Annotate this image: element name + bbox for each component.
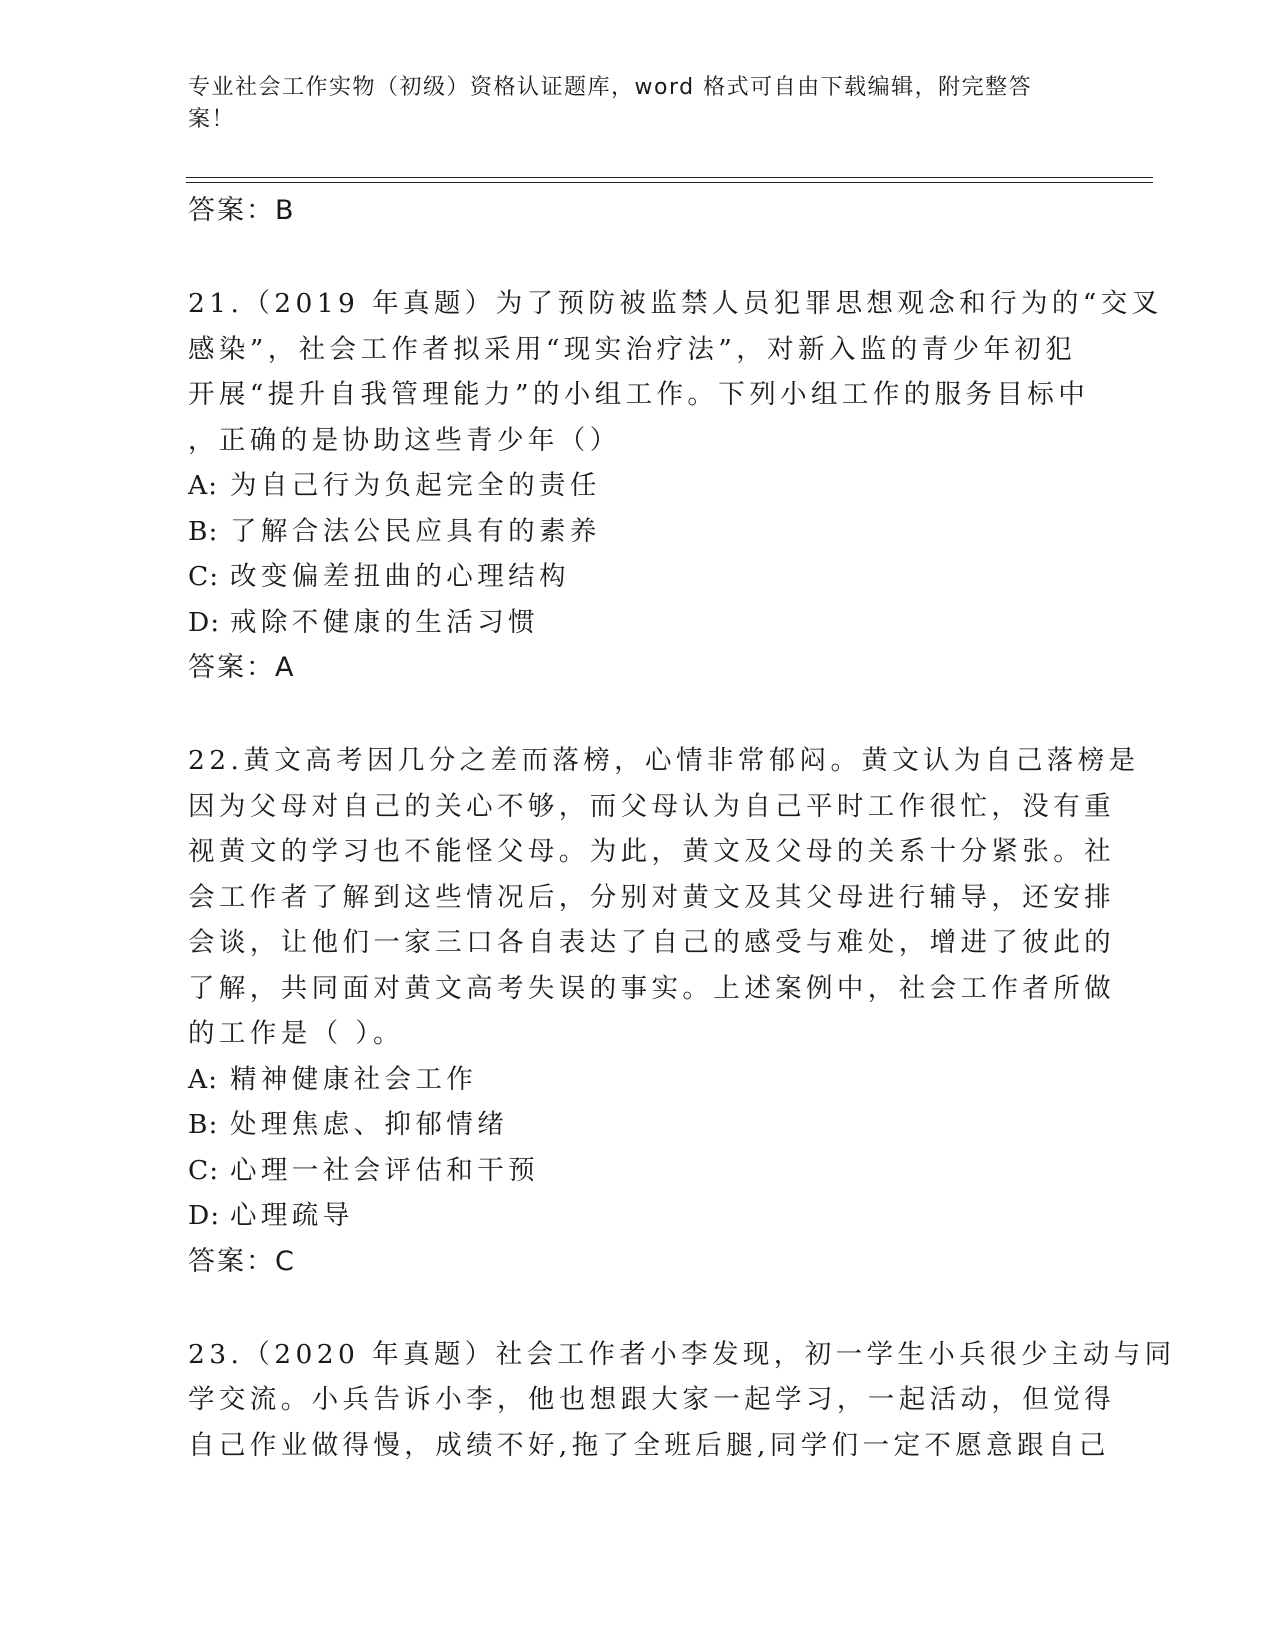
question-text-line: 感染”，社会工作者拟采用“现实治疗法”，对新入监的青少年初犯 <box>188 333 1077 365</box>
question-text-line: ，正确的是协助这些青少年（） <box>188 424 621 456</box>
question-text-line: 了解，共同面对黄文高考失误的事实。上述案例中，社会工作者所做 <box>188 972 1115 1004</box>
option-label: D: <box>188 606 221 638</box>
option-c <box>188 1148 1088 1194</box>
question-text-line: 开展“提升自我管理能力”的小组工作。下列小组工作的服务目标中 <box>188 379 1090 410</box>
spacer <box>188 234 1088 281</box>
option-b <box>188 509 1088 555</box>
question-22 <box>188 738 1140 1285</box>
header-line-1: 专业社会工作实物（初级）资格认证题库，word 格式可自由下载编辑，附完整答 <box>188 75 1033 100</box>
document-header <box>188 72 1068 136</box>
answer-21: 答案：A <box>188 652 296 683</box>
option-text: 改变偏差扭曲的心理结构 <box>230 561 570 592</box>
option-text: 了解合法公民应具有的素养 <box>230 515 601 547</box>
answer-previous: 答案：B <box>188 195 296 226</box>
option-a <box>188 463 1088 509</box>
question-21 <box>188 281 1163 691</box>
option-a <box>188 1057 1088 1103</box>
spacer <box>188 1285 1088 1332</box>
option-text: 为自己行为负起完全的责任 <box>230 470 601 501</box>
option-c <box>188 554 1088 600</box>
option-text: 心理疏导 <box>230 1200 354 1231</box>
question-text-line: 学交流。小兵告诉小李，他也想跟大家一起学习，一起活动，但觉得 <box>188 1384 1115 1415</box>
question-text-line: 21.（2019 年真题）为了预防被监禁人员犯罪思想观念和行为的“交叉 <box>188 288 1163 319</box>
question-text-line: 会工作者了解到这些情况后，分别对黄文及其父母进行辅导，还安排 <box>188 881 1115 913</box>
question-text-line: 自己作业做得慢，成绩不好,拖了全班后腿,同学们一定不愿意跟自己 <box>188 1429 1110 1461</box>
option-label: A: <box>188 470 219 501</box>
question-text-line: 会谈，让他们一家三口各自表达了自己的感受与难处，增进了彼此的 <box>188 927 1115 958</box>
option-label: B: <box>188 515 219 547</box>
option-d <box>188 600 1088 646</box>
option-d <box>188 1193 1088 1239</box>
question-23 <box>188 1332 1176 1469</box>
question-text-line: 视黄文的学习也不能怪父母。为此，黄文及父母的关系十分紧张。社 <box>188 836 1115 867</box>
option-text: 处理焦虑、抑郁情绪 <box>230 1109 509 1140</box>
option-text: 精神健康社会工作 <box>230 1063 478 1095</box>
option-label: D: <box>188 1200 221 1231</box>
option-text: 心理一社会评估和干预 <box>230 1154 539 1186</box>
question-text-line: 23.（2020 年真题）社会工作者小李发现，初一学生小兵很少主动与同 <box>188 1338 1176 1370</box>
option-label: B: <box>188 1109 219 1140</box>
option-b <box>188 1102 1088 1148</box>
question-text-line: 22.黄文高考因几分之差而落榜，心情非常郁闷。黄文认为自己落榜是 <box>188 745 1140 776</box>
option-label: C: <box>188 1154 220 1186</box>
header-divider-top <box>186 177 1153 178</box>
header-line-2: 案！ <box>188 107 236 132</box>
option-text: 戒除不健康的生活习惯 <box>230 606 539 638</box>
header-divider-bottom <box>186 182 1153 183</box>
question-text-line: 因为父母对自己的关心不够，而父母认为自己平时工作很忙，没有重 <box>188 790 1115 822</box>
spacer <box>188 691 1088 738</box>
question-content <box>188 188 1176 1468</box>
question-text-line: 的工作是（ ）。 <box>188 1018 404 1049</box>
answer-22: 答案：C <box>188 1245 296 1277</box>
option-label: C: <box>188 561 220 592</box>
option-label: A: <box>188 1063 219 1095</box>
